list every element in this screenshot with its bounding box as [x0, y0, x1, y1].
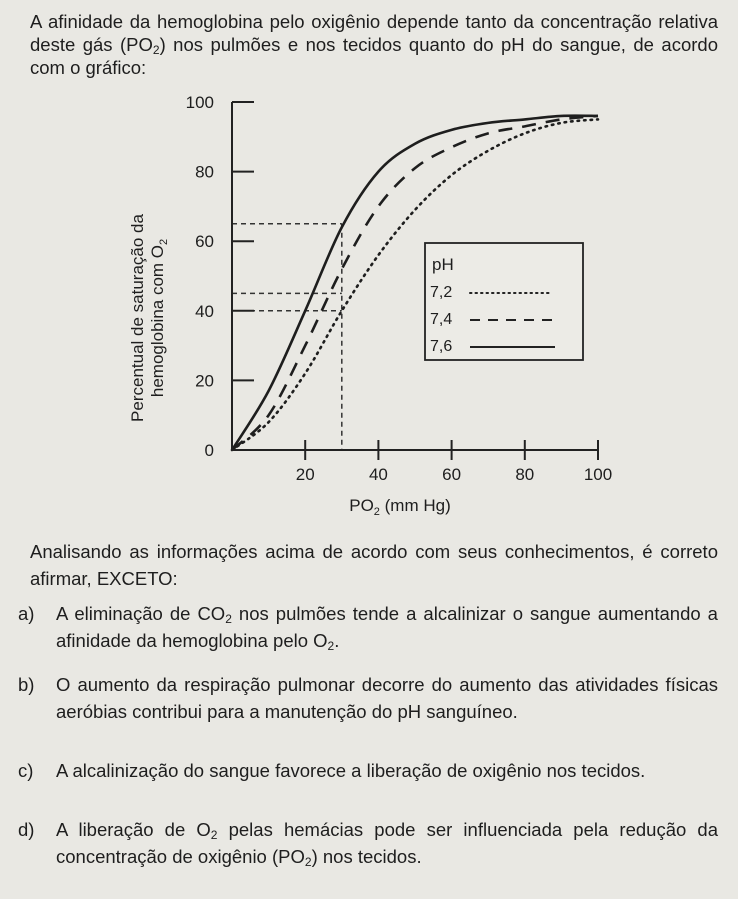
option-d-sub-1: 2 — [210, 828, 218, 842]
option-a-sub-1: 2 — [225, 612, 232, 626]
y-tick-label-0: 0 — [204, 441, 214, 460]
x-tick-label-40: 40 — [368, 465, 388, 484]
y-tick-label-20: 20 — [195, 371, 214, 391]
option-d[interactable] — [18, 816, 718, 870]
x-axis-label — [349, 496, 451, 518]
option-d-text-2: pelas hemácias pode ser influenciada pela redução da concentração de oxigênio (PO — [56, 819, 718, 867]
option-d-text-1: A liberação de O — [56, 819, 211, 840]
intro-sub-1: 2 — [152, 43, 160, 57]
oxygen-dissociation-chart — [0, 88, 738, 528]
option-c-text: A alcalinização do sangue favorece a liberação de oxigênio nos tecidos. — [56, 760, 646, 781]
option-a-text-3: . — [334, 630, 340, 651]
option-b[interactable] — [18, 671, 718, 725]
x-tick-label-60: 60 — [442, 465, 462, 484]
option-a-sub-2: 2 — [327, 639, 335, 653]
option-a-letter: a) — [18, 603, 35, 624]
option-b-text: O aumento da respiração pulmonar decorre do aumento das atividades físicas aeróbias contribui para a manutenção do pH sanguíneo. — [56, 674, 718, 722]
legend-title: pH — [432, 255, 454, 274]
y-axis-label-2 — [148, 239, 170, 397]
option-d-text-3: ) nos tecidos. — [311, 846, 422, 867]
x-tick-label-20: 20 — [295, 465, 315, 484]
option-b-letter: b) — [18, 674, 35, 695]
y-tick-label-80: 80 — [195, 162, 214, 182]
intro-text-1: A afinidade da hemoglobina pelo oxigênio depende tanto da concentração relativa deste gás (PO — [30, 11, 718, 55]
reference-lines — [232, 224, 342, 450]
x-tick-label-80: 80 — [515, 465, 535, 484]
option-a-text — [56, 600, 718, 654]
intro-paragraph — [30, 10, 718, 79]
y-tick-label-100: 100 — [185, 93, 214, 112]
x-tick-label-100: 100 — [583, 465, 613, 484]
y-tick-label-60: 60 — [195, 232, 214, 252]
option-c-letter: c) — [18, 760, 34, 781]
y-axis-label-1: Percentual de saturação da — [128, 214, 147, 422]
y-tick-label-40: 40 — [195, 301, 214, 321]
x-axis-label-sub: 2 — [373, 506, 380, 518]
option-c[interactable] — [18, 757, 718, 784]
legend-box — [425, 243, 583, 360]
option-a-text-2: nos pulmões tende a alcalinizar o sangue aumentando a afinidade da hemoglobina pelo O — [56, 603, 718, 651]
option-d-letter: d) — [18, 819, 35, 840]
question-stem: Analisando as informações acima de acordo com seus conhecimentos, é correto afirmar, EXCETO: — [30, 541, 718, 589]
option-a[interactable] — [18, 600, 718, 654]
option-a-text-1: A eliminação de CO — [56, 603, 226, 624]
intro-text-2: ) nos pulmões e nos tecidos quanto do pH do sangue, de acordo com o gráfico: — [30, 34, 718, 78]
legend-label-7-4: 7,4 — [430, 311, 453, 328]
legend-label-7-6: 7,6 — [430, 338, 453, 355]
option-d-sub-2: 2 — [304, 855, 312, 869]
x-axis-label-text: PO — [349, 496, 374, 515]
legend-label-7-2: 7,2 — [430, 284, 453, 301]
y-axis-label-2-text: hemoglobina com O — [148, 244, 167, 398]
option-d-text — [56, 816, 718, 870]
y-axis-label-sub: 2 — [158, 238, 170, 245]
x-axis-label-unit: (mm Hg) — [379, 496, 451, 515]
